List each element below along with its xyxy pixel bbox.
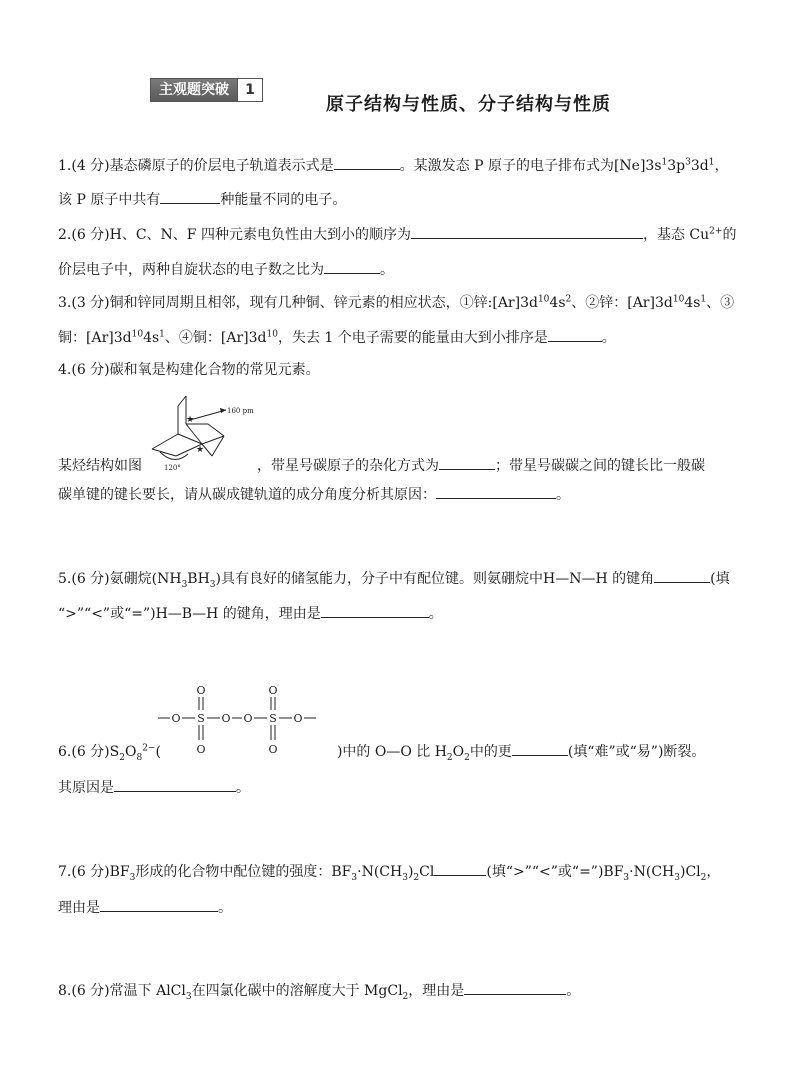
question-3-line-1: 3.(3 分)铜和锌同周期且相邻，现有几种铜、锌元素的相应状态，①锌$:[Ar]3d^{10}4s^2$、②锌：$[Ar]3d^{10}4s^1$、③ — [58, 294, 735, 311]
question-5-line-1: 5.(6 分)氨硼烷$(NH_3BH_3)$具有良好的储氢能力，分子中有配位键。则氨硼烷中H—N—H 的键角 (填 — [58, 568, 730, 589]
answer-blank[interactable] — [464, 980, 566, 995]
bond-length-label: 160 pm — [227, 407, 254, 415]
answer-blank[interactable] — [100, 897, 218, 912]
section-header — [150, 78, 263, 102]
question-4-line-1: 4.(6 分)碳和氧是构建化合物的常见元素。 — [58, 362, 320, 378]
answer-blank[interactable] — [114, 777, 236, 792]
question-7-line-1: 7.(6 分)$BF_3$形成的化合物中配位键的强度：$BF_3\cdot N(CH_3)_2Cl$ (填“>”“<”或“$=”)BF_3\cdot N(CH_3)Cl_2$， — [58, 861, 720, 882]
badge-label: 主观题突破 — [151, 79, 237, 101]
svg-text:O: O — [221, 712, 231, 725]
question-4-line-2: 某烃结构如图 ，带星号碳原子的杂化方式为 ；带星号碳碳之间的键长比一般碳 — [58, 455, 705, 476]
svg-text:S: S — [269, 712, 277, 725]
svg-text:S: S — [197, 712, 205, 725]
svg-text:O: O — [171, 712, 181, 725]
answer-blank[interactable] — [321, 603, 429, 618]
page-title: 原子结构与性质、分子结构与性质 — [326, 94, 611, 115]
section-badge — [150, 78, 263, 102]
question-7-line-2: 理由是 。 — [58, 897, 232, 918]
svg-text:O: O — [293, 712, 303, 725]
question-6-line-1: 6.(6 分)$S_2O_8^{2-}$( )中的 O—O 比 $H_2O_2$中的更 (填“难”或“易”)断裂。 — [58, 741, 705, 762]
star-mark-2: ★ — [196, 445, 205, 455]
answer-blank[interactable] — [512, 741, 568, 756]
answer-blank[interactable] — [160, 189, 220, 204]
svg-text:O: O — [268, 684, 278, 697]
star-mark-1: ★ — [186, 415, 195, 425]
question-3-line-2: 铜：$[Ar]3d^{10}4s^1$、④铜：$[Ar]3d^{10}$，失去 1 个电子需要的能量由大到小排序是 。 — [58, 327, 616, 348]
question-6-line-2: 其原因是 。 — [58, 777, 250, 798]
badge-number: 1 — [237, 79, 262, 101]
answer-blank[interactable] — [334, 155, 400, 170]
bond-angle-label: 120° — [164, 464, 181, 472]
svg-text:O: O — [196, 743, 206, 756]
question-2-line-1: 2.(6 分)H、C、N、F 四种元素电负性由大到小的顺序为 ，基态 $Cu^{2+}$的 — [58, 224, 736, 245]
answer-blank[interactable] — [434, 861, 486, 876]
question-5-line-2: “>”“<”或“=”)H—B—H 的键角，理由是 。 — [58, 603, 443, 624]
svg-text:O: O — [243, 712, 253, 725]
answer-blank[interactable] — [411, 224, 643, 239]
question-2-line-2: 价层电子中，两种自旋状态的电子数之比为 。 — [58, 259, 394, 280]
answer-blank[interactable] — [439, 455, 495, 470]
answer-blank[interactable] — [654, 568, 710, 583]
svg-text:O: O — [196, 684, 206, 697]
question-4-line-3: 碳单键的键长要长，请从碳成键轨道的成分角度分析其原因： 。 — [58, 484, 570, 505]
question-1-line-1: 1.(4 分)基态磷原子的价层电子轨道表示式是 。某激发态 P 原子的电子排布式为$[Ne]3s^13p^33d^1$， — [58, 155, 728, 176]
question-8-line-1: 8.(6 分)常温下 AlCl$_3$在四氯化碳中的溶解度大于 MgCl$_2$，理由是 。 — [58, 980, 580, 1001]
answer-blank[interactable] — [324, 259, 380, 274]
svg-text:O: O — [268, 743, 278, 756]
question-1-line-2: 该 P 原子中共有 种能量不同的电子。 — [58, 189, 346, 210]
answer-blank[interactable] — [548, 327, 602, 342]
answer-blank[interactable] — [436, 484, 556, 499]
